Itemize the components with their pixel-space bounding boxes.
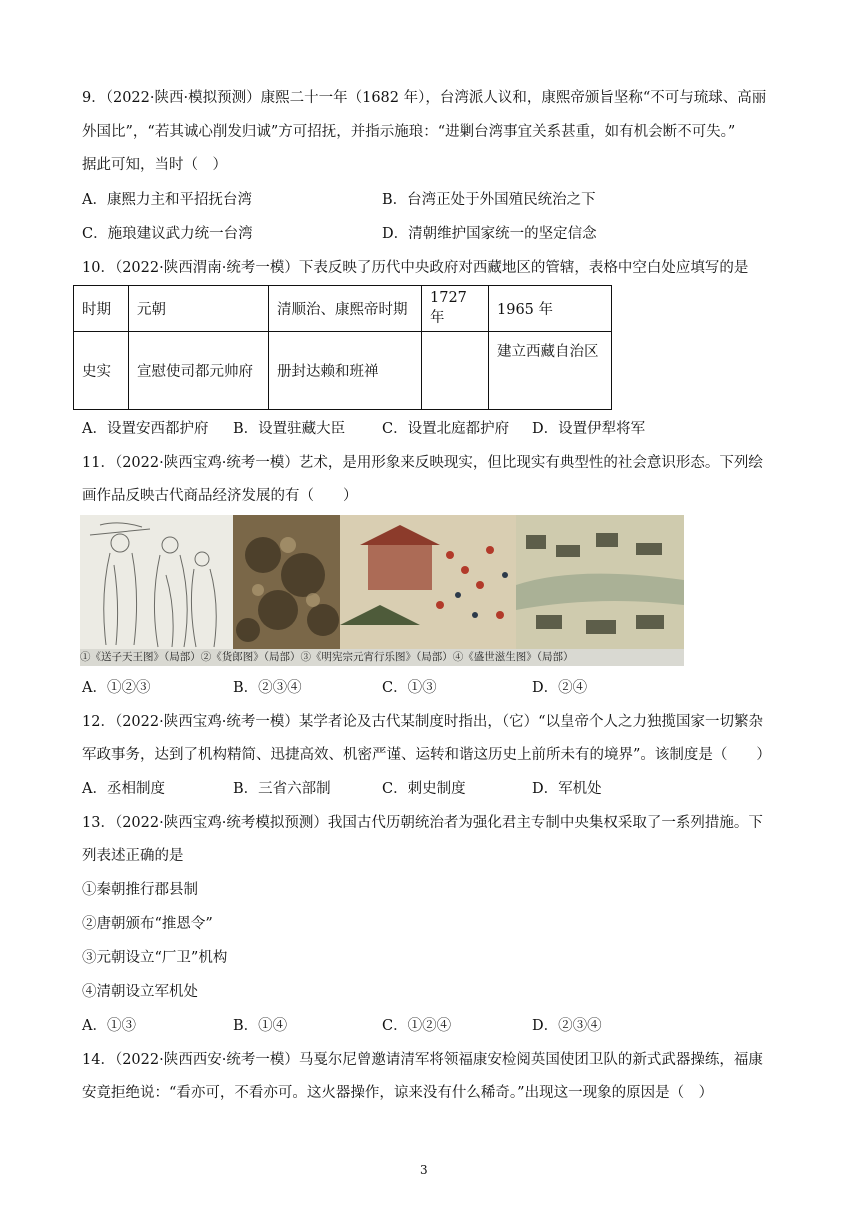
table-cell: 宣慰使司都元帅府 xyxy=(129,332,269,410)
table-cell: 册封达赖和班禅 xyxy=(269,332,422,410)
q13-item-4: ④清朝设立军机处 xyxy=(82,984,198,1000)
q13-option-b: B．①④ xyxy=(233,1018,288,1034)
q12-stem-line1: 12．（2022·陕西宝鸡·统考一模）某学者论及古代某制度时指出，（它）“以皇帝个人之力独揽国家一切繁杂 xyxy=(82,714,763,730)
q10-option-c: C．设置北庭都护府 xyxy=(382,421,510,437)
painting-shengshi-zisheng xyxy=(516,515,684,649)
q10-option-d: D．设置伊犁将军 xyxy=(532,421,646,437)
q9-stem-line1: 9．（2022·陕西·模拟预测）康熙二十一年（1682 年），台湾派人议和，康熙帝颁旨坚称“不可与琉球、高丽 xyxy=(82,90,767,106)
table-cell-blank xyxy=(422,332,489,410)
table-row xyxy=(74,286,612,332)
q9-stem-line2: 外国比”，“若其诚心削发归诚”方可招抚，并指示施琅：“进剿台湾事宜关系甚重，如有机会断不可失。” xyxy=(82,124,736,140)
q11-option-c: C．①③ xyxy=(382,680,437,696)
q11-stem-line1: 11．（2022·陕西宝鸡·统考一模）艺术，是用形象来反映现实，但比现实有典型性的社会意识形态。下列绘 xyxy=(82,455,763,471)
q12-option-b: B．三省六部制 xyxy=(233,781,331,797)
q13-item-3: ③元朝设立“厂卫”机构 xyxy=(82,950,228,966)
table-cell: 清顺治、康熙帝时期 xyxy=(269,286,422,332)
table-cell: 时期 xyxy=(74,286,129,332)
q9-option-d: D．清朝维护国家统一的坚定信念 xyxy=(382,226,597,242)
q9-option-c: C．施琅建议武力统一台湾 xyxy=(82,226,253,242)
q10-option-a: A．设置安西都护府 xyxy=(82,421,209,437)
q12-option-a: A．丞相制度 xyxy=(82,781,165,797)
q12-option-c: C．刺史制度 xyxy=(382,781,466,797)
table-cell: 1965 年 xyxy=(489,286,612,332)
q13-stem-line2: 列表述正确的是 xyxy=(82,848,184,864)
q9-stem-line3: 据此可知，当时（ ） xyxy=(82,157,227,173)
painting-huolang xyxy=(233,515,340,649)
q9-option-b: B．台湾正处于外国殖民统治之下 xyxy=(382,192,596,208)
q9-option-a: A．康熙力主和平招抚台湾 xyxy=(82,192,252,208)
table-row xyxy=(74,332,612,410)
figure-caption: ①《送子天王图》（局部）②《货郎图》（局部）③《明宪宗元宵行乐图》（局部）④《盛世滋生图》（局部） xyxy=(80,649,684,666)
q11-option-d: D．②④ xyxy=(532,680,588,696)
q12-stem-line2: 军政事务，达到了机构精简、迅捷高效、机密严谨、运转和谐这历史上前所未有的境界”。该制度是（ ） xyxy=(82,747,771,763)
q12-option-d: D．军机处 xyxy=(532,781,602,797)
q11-option-a: A．①②③ xyxy=(82,680,151,696)
q10-option-b: B．设置驻藏大臣 xyxy=(233,421,346,437)
q13-item-1: ①秦朝推行郡县制 xyxy=(82,882,198,898)
q13-option-d: D．②③④ xyxy=(532,1018,602,1034)
q10-stem-line1: 10．（2022·陕西渭南·统考一模）下表反映了历代中央政府对西藏地区的管辖，表格中空白处应填写的是 xyxy=(82,260,749,276)
painting-mingxianzong-yuanxiao xyxy=(340,515,516,649)
q14-stem-line1: 14．（2022·陕西西安·统考一模）马戛尔尼曾邀请清军将领福康安检阅英国使团卫队的新式武器操练，福康 xyxy=(82,1052,763,1068)
q13-option-c: C．①②④ xyxy=(382,1018,452,1034)
table-cell: 史实 xyxy=(74,332,129,410)
q13-stem-line1: 13．（2022·陕西宝鸡·统考模拟预测）我国古代历朝统治者为强化君主专制中央集权采取了一系列措施。下 xyxy=(82,815,763,831)
page-number: 3 xyxy=(420,1163,428,1177)
q10-table xyxy=(73,285,612,410)
q13-item-2: ②唐朝颁布“推恩令” xyxy=(82,916,213,932)
paintings-figure xyxy=(80,515,684,666)
table-cell: 元朝 xyxy=(129,286,269,332)
table-cell: 建立西藏自治区 xyxy=(489,332,612,410)
painting-songzi-tianwang xyxy=(80,515,233,649)
q11-option-b: B．②③④ xyxy=(233,680,302,696)
q13-option-a: A．①③ xyxy=(82,1018,136,1034)
table-cell: 1727 年 xyxy=(422,286,489,332)
q11-stem-line2: 画作品反映古代商品经济发展的有（ ） xyxy=(82,488,358,504)
q14-stem-line2: 安竟拒绝说：“看亦可，不看亦可。这火器操作，谅来没有什么稀奇。”出现这一现象的原因是（ ） xyxy=(82,1085,714,1101)
